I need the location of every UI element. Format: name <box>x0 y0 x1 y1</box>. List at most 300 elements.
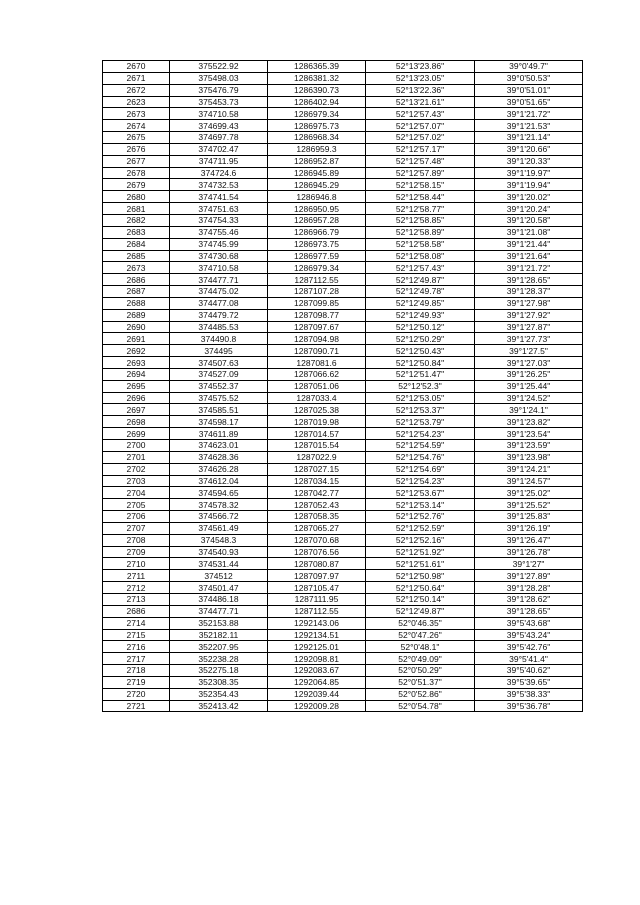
point-number-cell: 2713 <box>103 593 170 605</box>
latitude-cell: 52°12'57.43" <box>366 262 475 274</box>
longitude-cell: 39°1'20.24" <box>475 203 583 215</box>
longitude-cell: 39°5'43.68" <box>475 617 583 629</box>
latitude-cell: 52°12'51.47" <box>366 368 475 380</box>
x-coordinate-cell: 374477.71 <box>170 605 268 617</box>
y-coordinate-cell: 1287112.55 <box>268 274 366 286</box>
y-coordinate-cell: 1286365.39 <box>268 61 366 73</box>
y-coordinate-cell: 1292064.85 <box>268 676 366 688</box>
x-coordinate-cell: 374612.04 <box>170 475 268 487</box>
latitude-cell: 52°12'50.43" <box>366 345 475 357</box>
table-row <box>103 688 583 700</box>
table-row <box>103 191 583 203</box>
table-row <box>103 617 583 629</box>
point-number-cell: 2694 <box>103 368 170 380</box>
latitude-cell: 52°12'49.93" <box>366 309 475 321</box>
y-coordinate-cell: 1287097.67 <box>268 321 366 333</box>
table-row <box>103 641 583 653</box>
y-coordinate-cell: 1287112.55 <box>268 605 366 617</box>
latitude-cell: 52°13'22.36" <box>366 84 475 96</box>
table-row <box>103 286 583 298</box>
x-coordinate-cell: 374477.08 <box>170 297 268 309</box>
y-coordinate-cell: 1286968.34 <box>268 132 366 144</box>
table-row <box>103 665 583 677</box>
latitude-cell: 52°12'53.37" <box>366 404 475 416</box>
longitude-cell: 39°1'27.92" <box>475 309 583 321</box>
table-row <box>103 511 583 523</box>
table-row <box>103 96 583 108</box>
y-coordinate-cell: 1287094.98 <box>268 333 366 345</box>
latitude-cell: 52°12'54.76" <box>366 451 475 463</box>
longitude-cell: 39°0'51.01" <box>475 84 583 96</box>
point-number-cell: 2680 <box>103 191 170 203</box>
y-coordinate-cell: 1287058.35 <box>268 511 366 523</box>
point-number-cell: 2714 <box>103 617 170 629</box>
table-row <box>103 416 583 428</box>
x-coordinate-cell: 374490.8 <box>170 333 268 345</box>
y-coordinate-cell: 1286979.34 <box>268 262 366 274</box>
longitude-cell: 39°1'26.25" <box>475 368 583 380</box>
y-coordinate-cell: 1287081.6 <box>268 357 366 369</box>
y-coordinate-cell: 1286979.34 <box>268 108 366 120</box>
latitude-cell: 52°12'50.64" <box>366 582 475 594</box>
point-number-cell: 2710 <box>103 558 170 570</box>
longitude-cell: 39°1'27" <box>475 558 583 570</box>
latitude-cell: 52°0'46.35" <box>366 617 475 629</box>
longitude-cell: 39°1'27.03" <box>475 357 583 369</box>
longitude-cell: 39°1'23.59" <box>475 440 583 452</box>
x-coordinate-cell: 352207.95 <box>170 641 268 653</box>
longitude-cell: 39°5'42.76" <box>475 641 583 653</box>
y-coordinate-cell: 1287019.98 <box>268 416 366 428</box>
latitude-cell: 52°12'50.14" <box>366 593 475 605</box>
table-row <box>103 428 583 440</box>
y-coordinate-cell: 1287014.57 <box>268 428 366 440</box>
longitude-cell: 39°1'28.28" <box>475 582 583 594</box>
latitude-cell: 52°12'50.98" <box>366 570 475 582</box>
table-row <box>103 108 583 120</box>
longitude-cell: 39°1'25.83" <box>475 511 583 523</box>
y-coordinate-cell: 1286977.59 <box>268 250 366 262</box>
longitude-cell: 39°5'39.65" <box>475 676 583 688</box>
table-row <box>103 499 583 511</box>
point-number-cell: 2718 <box>103 665 170 677</box>
point-number-cell: 2679 <box>103 179 170 191</box>
latitude-cell: 52°12'52.59" <box>366 522 475 534</box>
y-coordinate-cell: 1286402.94 <box>268 96 366 108</box>
y-coordinate-cell: 1287111.95 <box>268 593 366 605</box>
y-coordinate-cell: 1287070.68 <box>268 534 366 546</box>
y-coordinate-cell: 1292125.01 <box>268 641 366 653</box>
point-number-cell: 2687 <box>103 286 170 298</box>
y-coordinate-cell: 1287105.47 <box>268 582 366 594</box>
x-coordinate-cell: 352354.43 <box>170 688 268 700</box>
x-coordinate-cell: 374578.32 <box>170 499 268 511</box>
latitude-cell: 52°12'50.29" <box>366 333 475 345</box>
latitude-cell: 52°12'50.84" <box>366 357 475 369</box>
point-number-cell: 2715 <box>103 629 170 641</box>
coordinates-table-body <box>103 61 583 712</box>
y-coordinate-cell: 1292083.67 <box>268 665 366 677</box>
y-coordinate-cell: 1287097.97 <box>268 570 366 582</box>
x-coordinate-cell: 375498.03 <box>170 72 268 84</box>
longitude-cell: 39°1'28.65" <box>475 605 583 617</box>
latitude-cell: 52°0'51.37" <box>366 676 475 688</box>
point-number-cell: 2721 <box>103 700 170 712</box>
point-number-cell: 2672 <box>103 84 170 96</box>
y-coordinate-cell: 1287034.15 <box>268 475 366 487</box>
x-coordinate-cell: 374755.46 <box>170 226 268 238</box>
y-coordinate-cell: 1292098.81 <box>268 653 366 665</box>
longitude-cell: 39°5'40.62" <box>475 665 583 677</box>
y-coordinate-cell: 1286950.95 <box>268 203 366 215</box>
x-coordinate-cell: 352275.18 <box>170 665 268 677</box>
y-coordinate-cell: 1292143.06 <box>268 617 366 629</box>
table-row <box>103 404 583 416</box>
table-row <box>103 593 583 605</box>
x-coordinate-cell: 375476.79 <box>170 84 268 96</box>
longitude-cell: 39°1'28.65" <box>475 274 583 286</box>
y-coordinate-cell: 1286945.29 <box>268 179 366 191</box>
y-coordinate-cell: 1287099.85 <box>268 297 366 309</box>
x-coordinate-cell: 374724.6 <box>170 167 268 179</box>
longitude-cell: 39°1'24.57" <box>475 475 583 487</box>
y-coordinate-cell: 1287051.06 <box>268 380 366 392</box>
y-coordinate-cell: 1287090.71 <box>268 345 366 357</box>
x-coordinate-cell: 374479.72 <box>170 309 268 321</box>
table-row <box>103 84 583 96</box>
table-row <box>103 333 583 345</box>
x-coordinate-cell: 374598.17 <box>170 416 268 428</box>
point-number-cell: 2689 <box>103 309 170 321</box>
y-coordinate-cell: 1292009.28 <box>268 700 366 712</box>
latitude-cell: 52°0'47.26" <box>366 629 475 641</box>
latitude-cell: 52°12'57.17" <box>366 143 475 155</box>
x-coordinate-cell: 352413.42 <box>170 700 268 712</box>
y-coordinate-cell: 1287107.28 <box>268 286 366 298</box>
x-coordinate-cell: 374548.3 <box>170 534 268 546</box>
point-number-cell: 2677 <box>103 155 170 167</box>
point-number-cell: 2706 <box>103 511 170 523</box>
point-number-cell: 2708 <box>103 534 170 546</box>
latitude-cell: 52°13'23.05" <box>366 72 475 84</box>
y-coordinate-cell: 1287098.77 <box>268 309 366 321</box>
point-number-cell: 2699 <box>103 428 170 440</box>
y-coordinate-cell: 1286946.8 <box>268 191 366 203</box>
table-row <box>103 250 583 262</box>
longitude-cell: 39°1'20.58" <box>475 214 583 226</box>
x-coordinate-cell: 374626.28 <box>170 463 268 475</box>
latitude-cell: 52°12'54.23" <box>366 475 475 487</box>
y-coordinate-cell: 1286959.3 <box>268 143 366 155</box>
table-row <box>103 380 583 392</box>
point-number-cell: 2683 <box>103 226 170 238</box>
longitude-cell: 39°1'28.37" <box>475 286 583 298</box>
point-number-cell: 2692 <box>103 345 170 357</box>
x-coordinate-cell: 374751.63 <box>170 203 268 215</box>
latitude-cell: 52°12'58.77" <box>366 203 475 215</box>
longitude-cell: 39°1'19.94" <box>475 179 583 191</box>
table-row <box>103 546 583 558</box>
table-row <box>103 451 583 463</box>
x-coordinate-cell: 374540.93 <box>170 546 268 558</box>
longitude-cell: 39°5'43.24" <box>475 629 583 641</box>
latitude-cell: 52°12'51.92" <box>366 546 475 558</box>
longitude-cell: 39°1'27.98" <box>475 297 583 309</box>
table-row <box>103 238 583 250</box>
table-row <box>103 582 583 594</box>
latitude-cell: 52°12'52.76" <box>366 511 475 523</box>
table-row <box>103 534 583 546</box>
x-coordinate-cell: 352153.88 <box>170 617 268 629</box>
latitude-cell: 52°0'48.1" <box>366 641 475 653</box>
x-coordinate-cell: 374594.65 <box>170 487 268 499</box>
x-coordinate-cell: 375522.92 <box>170 61 268 73</box>
longitude-cell: 39°5'41.4" <box>475 653 583 665</box>
table-row <box>103 321 583 333</box>
table-row <box>103 440 583 452</box>
x-coordinate-cell: 374745.99 <box>170 238 268 250</box>
point-number-cell: 2674 <box>103 120 170 132</box>
latitude-cell: 52°13'23.86" <box>366 61 475 73</box>
y-coordinate-cell: 1287052.43 <box>268 499 366 511</box>
table-row <box>103 653 583 665</box>
x-coordinate-cell: 374566.72 <box>170 511 268 523</box>
point-number-cell: 2707 <box>103 522 170 534</box>
x-coordinate-cell: 374702.47 <box>170 143 268 155</box>
longitude-cell: 39°0'49.7" <box>475 61 583 73</box>
y-coordinate-cell: 1287065.27 <box>268 522 366 534</box>
longitude-cell: 39°1'21.72" <box>475 108 583 120</box>
longitude-cell: 39°1'28.62" <box>475 593 583 605</box>
table-row <box>103 605 583 617</box>
point-number-cell: 2690 <box>103 321 170 333</box>
point-number-cell: 2691 <box>103 333 170 345</box>
latitude-cell: 52°12'53.05" <box>366 392 475 404</box>
point-number-cell: 2688 <box>103 297 170 309</box>
x-coordinate-cell: 375453.73 <box>170 96 268 108</box>
point-number-cell: 2712 <box>103 582 170 594</box>
x-coordinate-cell: 374486.18 <box>170 593 268 605</box>
table-row <box>103 368 583 380</box>
latitude-cell: 52°12'58.58" <box>366 238 475 250</box>
point-number-cell: 2711 <box>103 570 170 582</box>
table-row <box>103 487 583 499</box>
longitude-cell: 39°1'24.52" <box>475 392 583 404</box>
latitude-cell: 52°12'52.16" <box>366 534 475 546</box>
latitude-cell: 52°12'49.87" <box>366 274 475 286</box>
table-row <box>103 700 583 712</box>
longitude-cell: 39°1'19.97" <box>475 167 583 179</box>
longitude-cell: 39°1'21.72" <box>475 262 583 274</box>
point-number-cell: 2671 <box>103 72 170 84</box>
longitude-cell: 39°1'26.19" <box>475 522 583 534</box>
point-number-cell: 2696 <box>103 392 170 404</box>
y-coordinate-cell: 1287027.15 <box>268 463 366 475</box>
x-coordinate-cell: 374561.49 <box>170 522 268 534</box>
longitude-cell: 39°1'21.08" <box>475 226 583 238</box>
table-row <box>103 629 583 641</box>
x-coordinate-cell: 374754.33 <box>170 214 268 226</box>
longitude-cell: 39°1'23.82" <box>475 416 583 428</box>
longitude-cell: 39°1'20.66" <box>475 143 583 155</box>
latitude-cell: 52°12'57.89" <box>366 167 475 179</box>
longitude-cell: 39°1'20.33" <box>475 155 583 167</box>
longitude-cell: 39°1'23.98" <box>475 451 583 463</box>
latitude-cell: 52°12'58.08" <box>366 250 475 262</box>
x-coordinate-cell: 374623.01 <box>170 440 268 452</box>
table-row <box>103 297 583 309</box>
table-row <box>103 558 583 570</box>
latitude-cell: 52°12'57.02" <box>366 132 475 144</box>
point-number-cell: 2702 <box>103 463 170 475</box>
table-row <box>103 357 583 369</box>
latitude-cell: 52°12'53.67" <box>366 487 475 499</box>
longitude-cell: 39°1'27.5" <box>475 345 583 357</box>
latitude-cell: 52°12'49.78" <box>366 286 475 298</box>
latitude-cell: 52°12'57.48" <box>366 155 475 167</box>
y-coordinate-cell: 1287080.87 <box>268 558 366 570</box>
latitude-cell: 52°12'58.15" <box>366 179 475 191</box>
table-row <box>103 570 583 582</box>
latitude-cell: 52°12'54.69" <box>366 463 475 475</box>
point-number-cell: 2682 <box>103 214 170 226</box>
longitude-cell: 39°1'23.54" <box>475 428 583 440</box>
x-coordinate-cell: 374699.43 <box>170 120 268 132</box>
longitude-cell: 39°1'25.52" <box>475 499 583 511</box>
y-coordinate-cell: 1287022.9 <box>268 451 366 463</box>
point-number-cell: 2705 <box>103 499 170 511</box>
x-coordinate-cell: 374485.53 <box>170 321 268 333</box>
table-row <box>103 274 583 286</box>
table-row <box>103 345 583 357</box>
longitude-cell: 39°1'21.44" <box>475 238 583 250</box>
x-coordinate-cell: 374697.78 <box>170 132 268 144</box>
longitude-cell: 39°1'21.14" <box>475 132 583 144</box>
x-coordinate-cell: 374585.51 <box>170 404 268 416</box>
point-number-cell: 2703 <box>103 475 170 487</box>
x-coordinate-cell: 374475.02 <box>170 286 268 298</box>
table-row <box>103 676 583 688</box>
longitude-cell: 39°1'25.02" <box>475 487 583 499</box>
table-row <box>103 309 583 321</box>
table-row <box>103 61 583 73</box>
latitude-cell: 52°12'50.12" <box>366 321 475 333</box>
x-coordinate-cell: 352308.35 <box>170 676 268 688</box>
point-number-cell: 2697 <box>103 404 170 416</box>
point-number-cell: 2673 <box>103 108 170 120</box>
table-row <box>103 392 583 404</box>
x-coordinate-cell: 374711.95 <box>170 155 268 167</box>
latitude-cell: 52°12'54.23" <box>366 428 475 440</box>
longitude-cell: 39°0'51.65" <box>475 96 583 108</box>
point-number-cell: 2698 <box>103 416 170 428</box>
x-coordinate-cell: 374531.44 <box>170 558 268 570</box>
longitude-cell: 39°5'36.78" <box>475 700 583 712</box>
y-coordinate-cell: 1286973.75 <box>268 238 366 250</box>
point-number-cell: 2717 <box>103 653 170 665</box>
longitude-cell: 39°5'38.33" <box>475 688 583 700</box>
point-number-cell: 2681 <box>103 203 170 215</box>
table-row <box>103 262 583 274</box>
x-coordinate-cell: 374732.53 <box>170 179 268 191</box>
table-row <box>103 214 583 226</box>
point-number-cell: 2720 <box>103 688 170 700</box>
y-coordinate-cell: 1286390.73 <box>268 84 366 96</box>
longitude-cell: 39°0'50.53" <box>475 72 583 84</box>
table-row <box>103 72 583 84</box>
latitude-cell: 52°12'49.85" <box>366 297 475 309</box>
y-coordinate-cell: 1292039.44 <box>268 688 366 700</box>
latitude-cell: 52°12'51.61" <box>366 558 475 570</box>
latitude-cell: 52°12'54.59" <box>366 440 475 452</box>
point-number-cell: 2695 <box>103 380 170 392</box>
coordinates-table <box>102 60 583 712</box>
x-coordinate-cell: 374611.89 <box>170 428 268 440</box>
point-number-cell: 2700 <box>103 440 170 452</box>
table-row <box>103 143 583 155</box>
point-number-cell: 2673 <box>103 262 170 274</box>
y-coordinate-cell: 1286945.89 <box>268 167 366 179</box>
y-coordinate-cell: 1287025.38 <box>268 404 366 416</box>
latitude-cell: 52°12'58.44" <box>366 191 475 203</box>
x-coordinate-cell: 374730.68 <box>170 250 268 262</box>
point-number-cell: 2675 <box>103 132 170 144</box>
table-row <box>103 132 583 144</box>
point-number-cell: 2686 <box>103 274 170 286</box>
y-coordinate-cell: 1287015.54 <box>268 440 366 452</box>
x-coordinate-cell: 374527.09 <box>170 368 268 380</box>
point-number-cell: 2676 <box>103 143 170 155</box>
y-coordinate-cell: 1292134.51 <box>268 629 366 641</box>
latitude-cell: 52°12'53.79" <box>366 416 475 428</box>
y-coordinate-cell: 1287066.62 <box>268 368 366 380</box>
longitude-cell: 39°1'21.64" <box>475 250 583 262</box>
x-coordinate-cell: 374495 <box>170 345 268 357</box>
table-row <box>103 226 583 238</box>
table-row <box>103 522 583 534</box>
table-row <box>103 203 583 215</box>
point-number-cell: 2709 <box>103 546 170 558</box>
x-coordinate-cell: 374512 <box>170 570 268 582</box>
longitude-cell: 39°1'27.73" <box>475 333 583 345</box>
x-coordinate-cell: 374741.54 <box>170 191 268 203</box>
x-coordinate-cell: 374477.71 <box>170 274 268 286</box>
x-coordinate-cell: 352182.11 <box>170 629 268 641</box>
y-coordinate-cell: 1286952.87 <box>268 155 366 167</box>
latitude-cell: 52°0'49.09" <box>366 653 475 665</box>
latitude-cell: 52°12'57.43" <box>366 108 475 120</box>
table-row <box>103 475 583 487</box>
latitude-cell: 52°0'50.29" <box>366 665 475 677</box>
latitude-cell: 52°12'49.87" <box>366 605 475 617</box>
x-coordinate-cell: 374575.52 <box>170 392 268 404</box>
y-coordinate-cell: 1287033.4 <box>268 392 366 404</box>
y-coordinate-cell: 1286957.28 <box>268 214 366 226</box>
point-number-cell: 2685 <box>103 250 170 262</box>
x-coordinate-cell: 352238.28 <box>170 653 268 665</box>
latitude-cell: 52°12'53.14" <box>366 499 475 511</box>
table-row <box>103 155 583 167</box>
latitude-cell: 52°0'54.78" <box>366 700 475 712</box>
point-number-cell: 2670 <box>103 61 170 73</box>
latitude-cell: 52°13'21.61" <box>366 96 475 108</box>
latitude-cell: 52°12'58.89" <box>366 226 475 238</box>
y-coordinate-cell: 1287076.56 <box>268 546 366 558</box>
y-coordinate-cell: 1286381.32 <box>268 72 366 84</box>
x-coordinate-cell: 374628.36 <box>170 451 268 463</box>
table-row <box>103 463 583 475</box>
longitude-cell: 39°1'26.78" <box>475 546 583 558</box>
